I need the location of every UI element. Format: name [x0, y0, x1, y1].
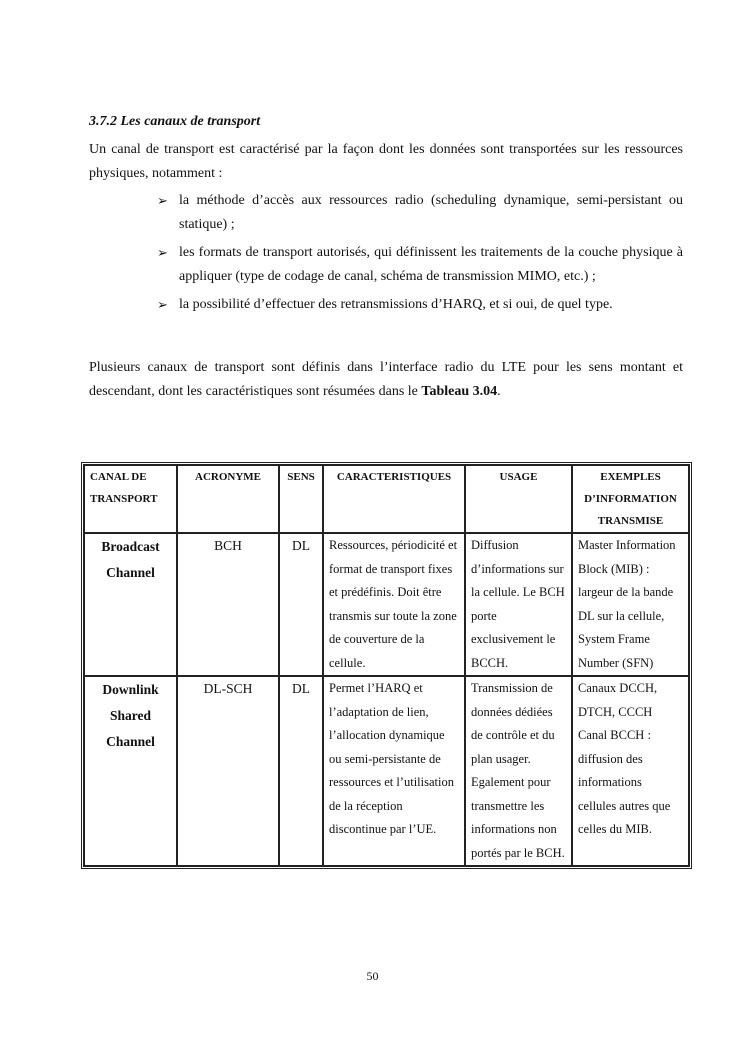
exemples-line: System Frame Number (SFN): [578, 632, 654, 670]
outro-paragraph: [89, 356, 683, 404]
outro-text: Plusieurs canaux de transport sont définis dans l’interface radio du LTE pour les sens montant et descendant, dont les caractéristiques sont résumées dans le: [89, 360, 683, 399]
bullet-item: [157, 241, 683, 289]
cell-exemples: [572, 533, 689, 676]
exemples-line: Master Information Block (MIB) : largeur de la bande DL sur la cellule,: [578, 538, 676, 623]
bullet-text: la possibilité d’effectuer des retransmissions d’HARQ, et si oui, de quel type.: [179, 297, 613, 312]
bullet-text: les formats de transport autorisés, qui définissent les traitements de la couche physique à appliquer (type de codage de canal, schéma de transmission MIMO, etc.) ;: [179, 245, 683, 284]
cell-acronyme: DL-SCH: [177, 676, 279, 866]
header-usage: USAGE: [465, 465, 572, 533]
cell-canal: Broadcast Channel: [84, 533, 177, 676]
intro-paragraph: Un canal de transport est caractérisé par la façon dont les données sont transportées sur les ressources physiques, notamment :: [89, 142, 683, 181]
cell-sens: DL: [279, 533, 323, 676]
cell-acronyme: BCH: [177, 533, 279, 676]
cell-caracteristiques: Ressources, périodicité et format de transport fixes et prédéfinis. Doit être transmis sur toute la zone de couverture de la cellule.: [323, 533, 465, 676]
cell-sens: DL: [279, 676, 323, 866]
header-acronyme: ACRONYME: [177, 465, 279, 533]
cell-caracteristiques: Permet l’HARQ et l’adaptation de lien, l’allocation dynamique ou semi-persistante de ressources et l’utilisation de la réception discontinue par l’UE.: [323, 676, 465, 866]
header-exemples: EXEMPLES D’INFORMATION TRANSMISE: [572, 465, 689, 533]
exemples-line: Canal BCCH : diffusion des informations cellules autres que celles du MIB.: [578, 728, 671, 836]
outro-end: .: [497, 384, 501, 399]
cell-usage: Transmission de données dédiées de contrôle et du plan usager. Egalement pour transmettre les informations non portés par le BCH.: [465, 676, 572, 866]
arrow-bullet-icon: ➢: [157, 193, 168, 208]
bullet-item: [157, 293, 683, 317]
table-header-row: [84, 465, 689, 533]
page-number: 50: [366, 969, 379, 983]
arrow-bullet-icon: ➢: [157, 245, 168, 260]
header-caracteristiques: CARACTERISTIQUES: [323, 465, 465, 533]
header-sens: SENS: [279, 465, 323, 533]
header-canal: CANAL DE TRANSPORT: [84, 465, 177, 533]
bullet-text: la méthode d’accès aux ressources radio (scheduling dynamique, semi-persistant ou statique) ;: [179, 193, 683, 232]
table-row: [84, 676, 689, 866]
cell-canal: Downlink Shared Channel: [84, 676, 177, 866]
exemples-line: Canaux DCCH, DTCH, CCCH: [578, 681, 658, 719]
table-reference: Tableau 3.04: [421, 384, 498, 399]
cell-usage: Diffusion d’informations sur la cellule. Le BCH porte exclusivement le BCCH.: [465, 533, 572, 676]
bullet-item: [157, 189, 683, 237]
section-heading: 3.7.2 Les canaux de transport: [89, 114, 261, 129]
table-row: [84, 533, 689, 676]
cell-exemples: [572, 676, 689, 866]
bullet-list: [157, 189, 683, 321]
transport-channels-table: [81, 462, 692, 869]
arrow-bullet-icon: ➢: [157, 297, 168, 312]
